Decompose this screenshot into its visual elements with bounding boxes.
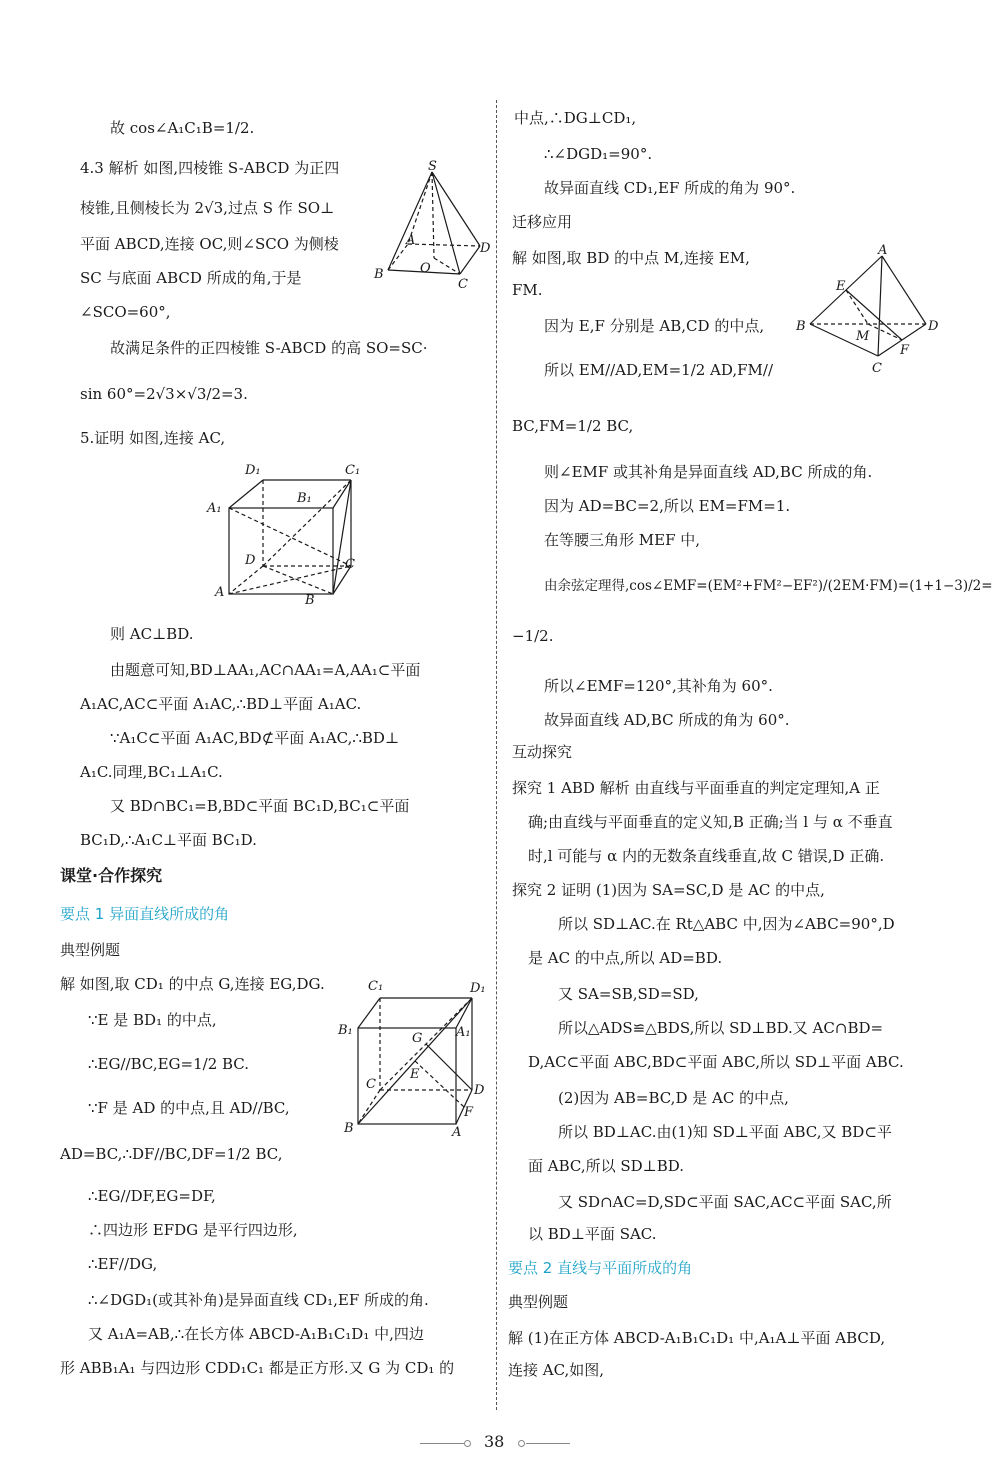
section-heading: 课堂·合作探究 (60, 866, 163, 885)
figure-label: S (428, 159, 437, 174)
text-line: 是 AC 的中点,所以 AD=BD. (528, 949, 723, 967)
figure-label: D (474, 1083, 485, 1098)
text-line: 时,l 可能与 α 内的无数条直线垂直,故 C 错误,D 正确. (528, 847, 885, 865)
figure-label: O (420, 261, 431, 276)
text-line: ∴EG//DF,EG=DF, (88, 1187, 216, 1205)
column-divider (496, 100, 497, 1410)
figure-label: D (480, 241, 491, 256)
text-line: 4.3 解析 如图,四棱锥 S-ABCD 为正四 (80, 159, 340, 177)
figure-label: D (245, 553, 256, 568)
figure-label: B₁ (297, 491, 312, 506)
text-line: sin 60°=2√3×√3/2=3. (80, 385, 248, 403)
figure-label: M (856, 329, 870, 344)
figure-label: E (410, 1067, 420, 1082)
text-line: ∴∠DGD₁=90°. (544, 145, 653, 163)
footer-rule-left (420, 1443, 464, 1444)
text-line: ∴EF//DG, (88, 1255, 158, 1273)
text-line: 探究 1 ABD 解析 由直线与平面垂直的判定定理知,A 正 (512, 779, 880, 797)
figure-label: A₁ (207, 501, 222, 516)
text-line: 探究 2 证明 (1)因为 SA=SC,D 是 AC 的中点, (512, 881, 825, 899)
text-line: ∵F 是 AD 的中点,且 AD//BC, (88, 1099, 290, 1117)
figure-label: C (366, 1077, 376, 1092)
text-line: A₁C.同理,BC₁⊥A₁C. (80, 763, 223, 781)
text-line: ∠SCO=60°, (80, 303, 171, 321)
figure-label: A (406, 233, 416, 248)
text-line: 故 cos∠A₁C₁B=1/2. (110, 119, 255, 137)
text-line: 由余弦定理得,cos∠EMF=(EM²+FM²−EF²)/(2EM·FM)=(1+1−3)/2= (544, 578, 993, 594)
example-heading: 典型例题 (60, 941, 121, 959)
text-line: 又 A₁A=AB,∴在长方体 ABCD-A₁B₁C₁D₁ 中,四边 (88, 1325, 424, 1343)
text-line: 则∠EMF 或其补角是异面直线 AD,BC 所成的角. (544, 463, 873, 481)
text-line: 由题意可知,BD⊥AA₁,AC∩AA₁=A,AA₁⊂平面 (110, 661, 421, 679)
text-line: 因为 E,F 分别是 AB,CD 的中点, (544, 317, 765, 335)
text-line: 连接 AC,如图, (508, 1361, 605, 1379)
text-line: 所以 EM//AD,EM=1/2 AD,FM// (544, 361, 774, 379)
text-line: (2)因为 AB=BC,D 是 AC 的中点, (558, 1089, 789, 1107)
text-line: 解 如图,取 BD 的中点 M,连接 EM, (512, 249, 750, 267)
figure-label: C (872, 361, 882, 376)
text-line: ∵E 是 BD₁ 的中点, (88, 1011, 217, 1029)
footer-dot-right (518, 1440, 525, 1447)
text-line: 解 如图,取 CD₁ 的中点 G,连接 EG,DG. (60, 975, 325, 993)
figure-label: D (928, 319, 939, 334)
text-line: 平面 ABCD,连接 OC,则∠SCO 为侧棱 (80, 235, 339, 253)
figure-label: B (796, 319, 806, 334)
text-line: 面 ABC,所以 SD⊥BD. (528, 1157, 685, 1175)
figure-label: E (836, 279, 846, 294)
text-line: 所以∠EMF=120°,其补角为 60°. (544, 677, 773, 695)
figure-label: C (345, 557, 355, 572)
text-line: 则 AC⊥BD. (110, 625, 194, 643)
text-line: 棱锥,且侧棱长为 2√3,过点 S 作 SO⊥ (80, 199, 335, 217)
footer-dot-left (464, 1440, 471, 1447)
text-line: FM. (512, 281, 543, 299)
pyramid-figure (370, 160, 500, 290)
text-line: 所以 SD⊥AC.在 Rt△ABC 中,因为∠ABC=90°,D (558, 915, 895, 933)
page-footer (0, 1430, 1008, 1456)
example-heading: 典型例题 (508, 1293, 569, 1311)
text-line: 所以△ADS≌△BDS,所以 SD⊥BD.又 AC∩BD= (558, 1019, 884, 1037)
text-line: 中点,∴DG⊥CD₁, (514, 109, 637, 127)
text-line: ∴∠DGD₁(或其补角)是异面直线 CD₁,EF 所成的角. (88, 1291, 429, 1309)
subsection-heading: 迁移应用 (512, 213, 573, 231)
figure-label: B (305, 593, 315, 608)
figure-label: C₁ (345, 463, 361, 478)
figure-label: B (344, 1121, 354, 1136)
figure-label: A (452, 1125, 462, 1140)
page-number: 38 (484, 1432, 505, 1451)
figure-label: B₁ (338, 1023, 353, 1038)
figure-label: B (374, 267, 384, 282)
text-line: 解 (1)在正方体 ABCD-A₁B₁C₁D₁ 中,A₁A⊥平面 ABCD, (508, 1329, 886, 1347)
cube-figure-2 (338, 976, 493, 1140)
text-line: 故异面直线 CD₁,EF 所成的角为 90°. (544, 179, 796, 197)
figure-label: F (900, 343, 910, 358)
figure-label: D₁ (245, 463, 261, 478)
text-line: 故满足条件的正四棱锥 S-ABCD 的高 SO=SC· (110, 339, 428, 357)
text-line: ∴EG//BC,EG=1/2 BC. (88, 1055, 250, 1073)
text-line: 确;由直线与平面垂直的定义知,B 正确;当 l 与 α 不垂直 (528, 813, 893, 831)
footer-rule-right (526, 1443, 570, 1444)
key-point-heading: 要点 2 直线与平面所成的角 (508, 1259, 693, 1277)
text-line: 形 ABB₁A₁ 与四边形 CDD₁C₁ 都是正方形.又 G 为 CD₁ 的 (60, 1359, 455, 1377)
text-line: A₁AC,AC⊂平面 A₁AC,∴BD⊥平面 A₁AC. (80, 695, 362, 713)
figure-label: G (412, 1031, 423, 1046)
subsection-heading: 互动探究 (512, 743, 573, 761)
figure-label: A₁ (456, 1025, 471, 1040)
text-line: 又 SA=SB,SD=SD, (558, 985, 699, 1003)
text-line: −1/2. (512, 627, 554, 645)
text-line: 因为 AD=BC=2,所以 EM=FM=1. (544, 497, 791, 515)
text-line: 以 BD⊥平面 SAC. (528, 1225, 657, 1243)
text-line: 又 SD∩AC=D,SD⊂平面 SAC,AC⊂平面 SAC,所 (558, 1193, 892, 1211)
key-point-heading: 要点 1 异面直线所成的角 (60, 905, 230, 923)
text-line: D,AC⊂平面 ABC,BD⊂平面 ABC,所以 SD⊥平面 ABC. (528, 1053, 904, 1071)
text-line: 在等腰三角形 MEF 中, (544, 531, 701, 549)
text-line: ∴四边形 EFDG 是平行四边形, (88, 1221, 298, 1239)
figure-label: D₁ (470, 981, 486, 996)
figure-label: F (464, 1105, 474, 1120)
figure-label: A (215, 585, 225, 600)
cube-figure-1 (205, 458, 375, 608)
text-line: 所以 BD⊥AC.由(1)知 SD⊥平面 ABC,又 BD⊂平 (558, 1123, 892, 1141)
figure-label: A (878, 243, 888, 258)
figure-label: C₁ (368, 979, 384, 994)
tetrahedron-figure (796, 244, 946, 374)
figure-label: C (458, 277, 468, 292)
text-line: 故异面直线 AD,BC 所成的角为 60°. (544, 711, 790, 729)
text-line: 5.证明 如图,连接 AC, (80, 429, 226, 447)
text-line: AD=BC,∴DF//BC,DF=1/2 BC, (60, 1145, 283, 1163)
text-line: BC₁D,∴A₁C⊥平面 BC₁D. (80, 831, 257, 849)
text-line: ∵A₁C⊂平面 A₁AC,BD⊄平面 A₁AC,∴BD⊥ (110, 729, 400, 747)
text-line: SC 与底面 ABCD 所成的角,于是 (80, 269, 302, 287)
text-line: 又 BD∩BC₁=B,BD⊂平面 BC₁D,BC₁⊂平面 (110, 797, 410, 815)
text-line: BC,FM=1/2 BC, (512, 417, 634, 435)
